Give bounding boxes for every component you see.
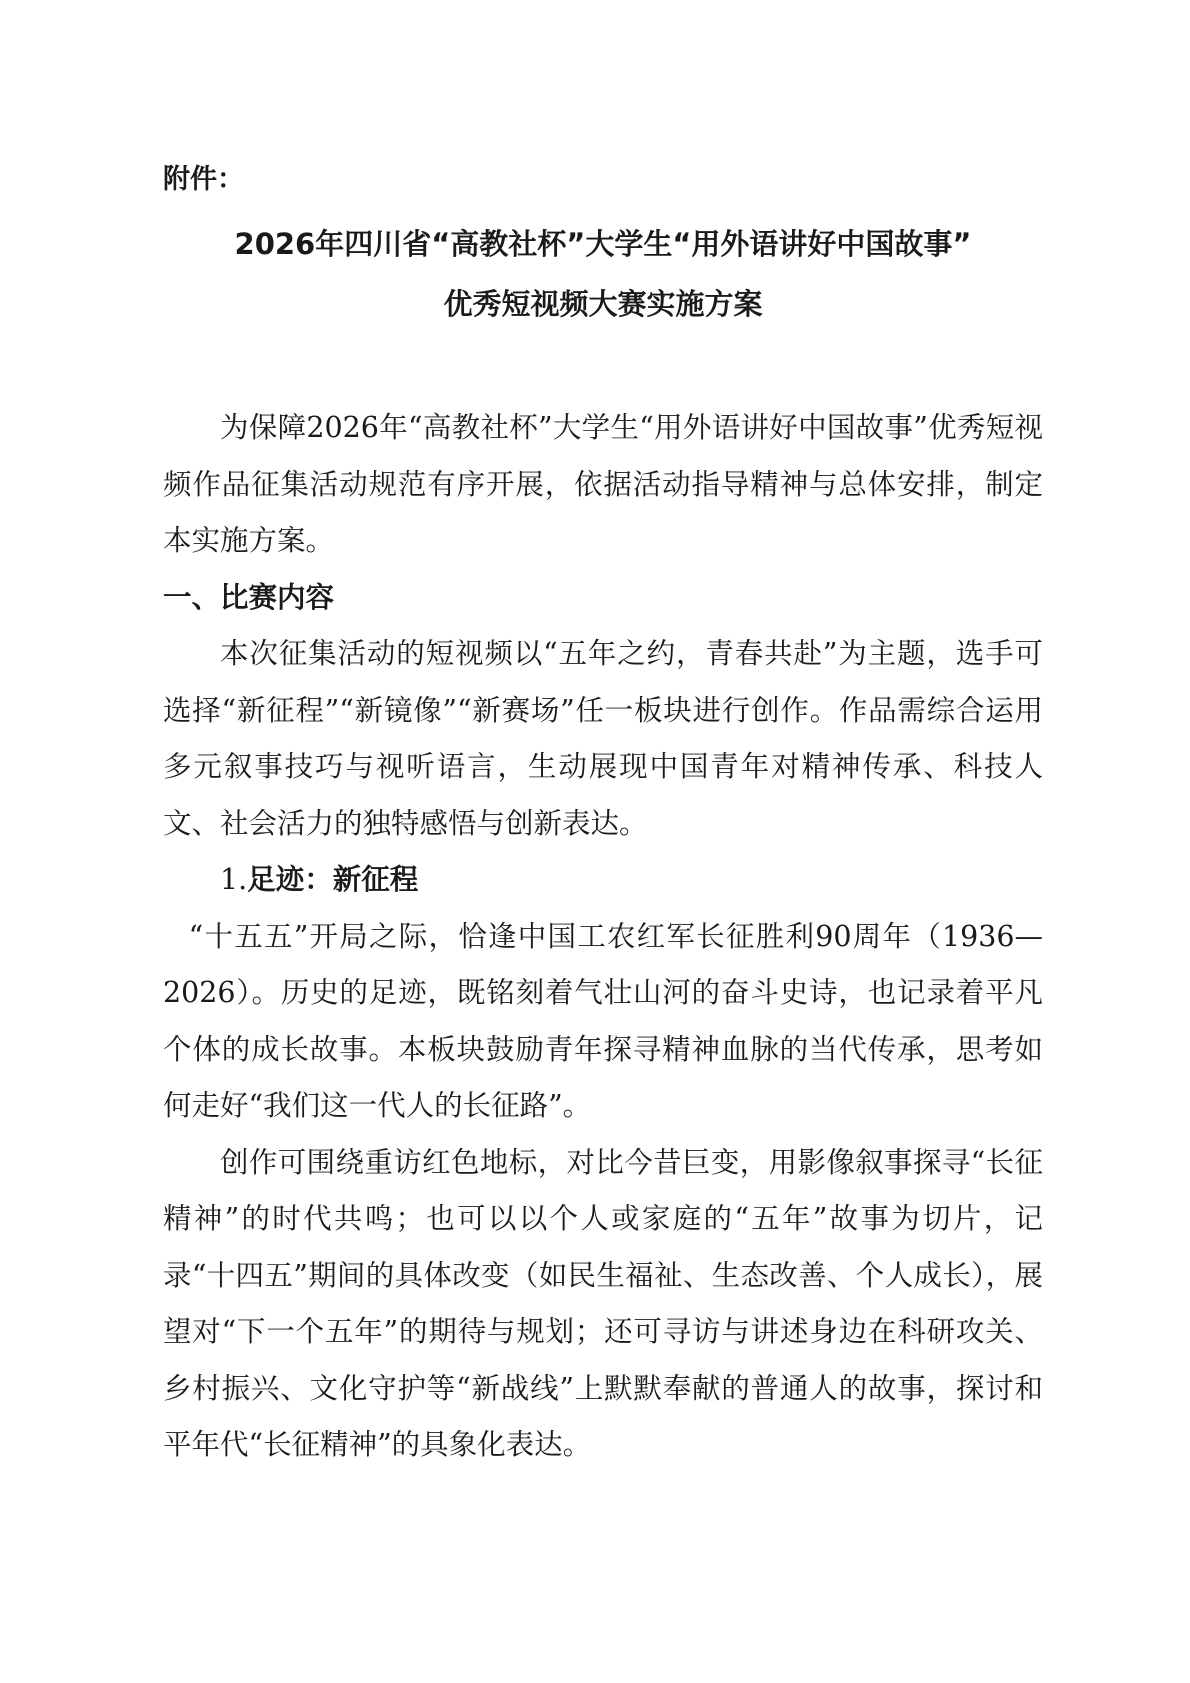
- document-body: [163, 148, 1043, 1474]
- document-title-line-2: 优秀短视频大赛实施方案: [443, 287, 763, 321]
- section-content-paragraph: 本次征集活动的短视频以“五年之约，青春共赴”为主题，选手可选择“新征程”“新镜像”“新赛场”任一板块进行创作。作品需综合运用多元叙事技巧与视听语言，生动展现中国青年对精神传承、科技人文、社会活力的独特感悟与创新表达。: [163, 637, 1043, 840]
- subsection-title: 足迹：新征程: [247, 863, 419, 896]
- attachment-label: 附件：: [163, 164, 244, 195]
- intro-paragraph: 为保障2026年“高教社杯”大学生“用外语讲好中国故事”优秀短视频作品征集活动规范有序开展，依据活动指导精神与总体安排，制定本实施方案。: [163, 411, 1043, 557]
- subsection-heading: [163, 852, 1043, 909]
- subsection-paragraph-2: 创作可围绕重访红色地标，对比今昔巨变，用影像叙事探寻“长征精神”的时代共鸣；也可以以个人或家庭的“五年”故事为切片，记录“十四五”期间的具体改变（如民生福祉、生态改善、个人成长），展望对“下一个五年”的期待与规划；还可寻访与讲述身边在科研攻关、乡村振兴、文化守护等“新战线”上默默奉献的普通人的故事，探讨和平年代“长征精神”的具象化表达。: [163, 1145, 1043, 1461]
- section-heading-content: 一、比赛内容: [163, 580, 335, 614]
- document-title-line-1: 2026年四川省“高教社杯”大学生“用外语讲好中国故事”: [234, 227, 972, 261]
- subsection-paragraph-1: “十五五”开局之际，恰逢中国工农红军长征胜利90周年（1936—2026）。历史的足迹，既铭刻着气壮山河的奋斗史诗，也记录着平凡个体的成长故事。本板块鼓励青年探寻精神血脉的当代传承，思考如何走好“我们这一代人的长征路”。: [163, 919, 1043, 1122]
- spacer: [163, 334, 1043, 400]
- document-title: [163, 214, 1043, 334]
- subsection-number: 1.: [220, 863, 248, 896]
